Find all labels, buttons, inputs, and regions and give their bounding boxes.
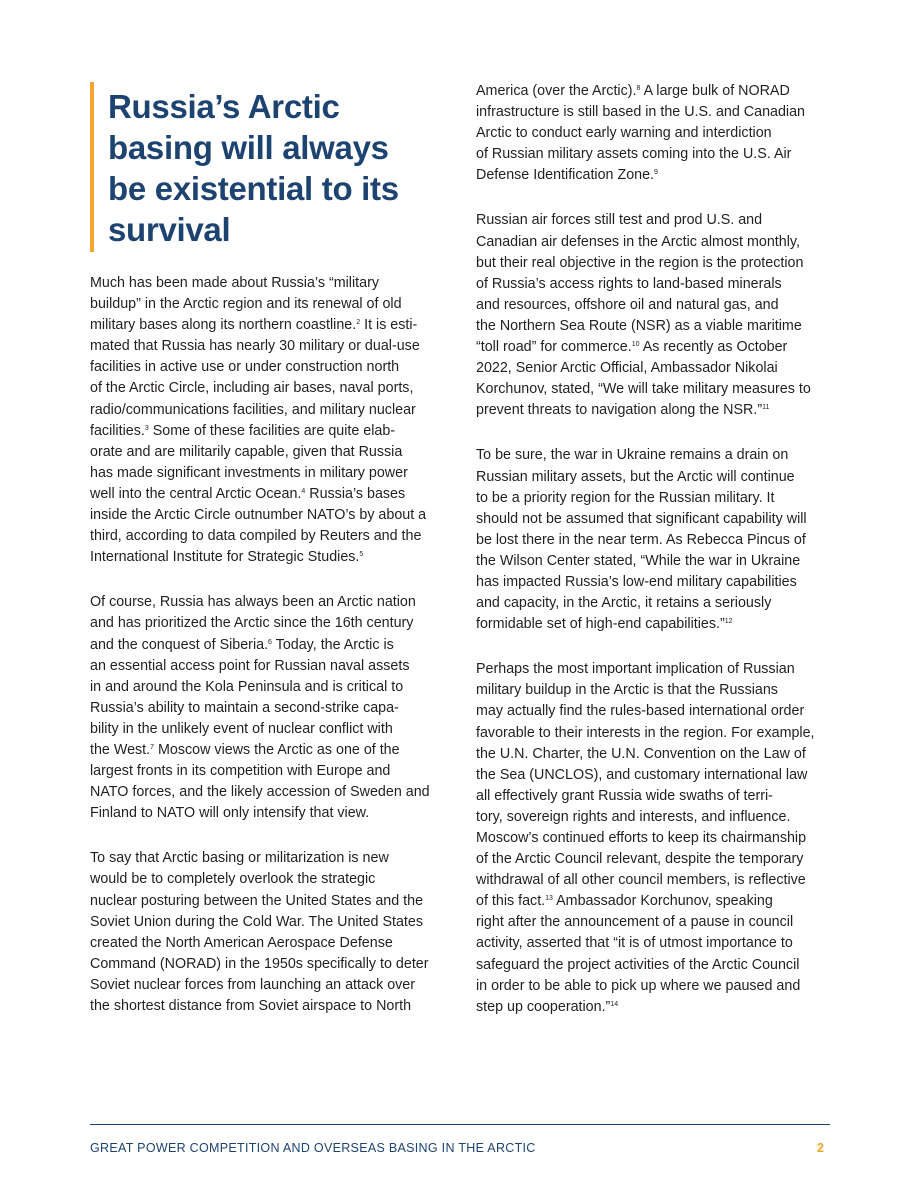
text-line: buildup” in the Arctic region and its renewal of old: [90, 296, 402, 313]
text-line: tory, sovereign rights and interests, and influence.: [476, 808, 791, 825]
text-line: radio/communications facilities, and military nuclear: [90, 401, 416, 418]
text-line: all effectively grant Russia wide swaths of terri-: [476, 787, 773, 804]
page-number: 2: [817, 1141, 824, 1155]
text-line: Finland to NATO will only intensify that view.: [90, 805, 370, 822]
text-line: infrastructure is still based in the U.S. and Canadian: [476, 104, 806, 121]
text-line: Much has been made about Russia’s “military: [90, 275, 379, 291]
text-line: to be a priority region for the Russian military. It: [476, 489, 775, 506]
text-line: the West.$^7$ Moscow views the Arctic as one of the: [90, 741, 400, 758]
right-text-column: [476, 81, 832, 1042]
section-heading-block: [90, 82, 430, 252]
text-line: safeguard the project activities of the Arctic Council: [476, 956, 800, 973]
text-line: would be to completely overlook the strategic: [90, 871, 376, 888]
text-line: International Institute for Strategic Studies.$^5$: [90, 549, 364, 566]
heading-line: Russia’s Arctic: [108, 88, 340, 125]
text-line: third, according to data compiled by Reuters and the: [90, 528, 422, 545]
footnote-reference[interactable]: 4: [301, 487, 306, 495]
text-line: of this fact.$^{13}$ Ambassador Korchunov, speaking: [476, 893, 773, 910]
text-line: of Russia’s access rights to land-based minerals: [476, 275, 782, 292]
text-line: formidable set of high-end capabilities.”$^{12}$: [476, 616, 733, 633]
text-line: Defense Identification Zone.$^9$: [476, 167, 658, 184]
text-line: “toll road” for commerce.$^{10}$ As recently as October: [476, 339, 788, 356]
text-line: Canadian air defenses in the Arctic almost monthly,: [476, 233, 800, 250]
text-line: bility in the unlikely event of nuclear conflict with: [90, 720, 393, 737]
footer-divider: [90, 1124, 830, 1125]
body-paragraph: [476, 659, 832, 1018]
text-line: has impacted Russia’s low-end military capabilities: [476, 573, 797, 590]
text-line: Moscow’s continued efforts to keep its chairmanship: [476, 830, 807, 846]
text-line: Soviet Union during the Cold War. The United States: [90, 913, 423, 930]
text-line: Russian air forces still test and prod U.S. and: [476, 212, 763, 229]
section-heading: [108, 86, 430, 250]
text-line: facilities in active use or under construction north: [90, 359, 400, 376]
left-text-column: [90, 273, 446, 1041]
footnote-reference[interactable]: 11: [762, 404, 770, 412]
text-line: step up cooperation.”$^{14}$: [476, 998, 619, 1015]
text-line: Of course, Russia has always been an Arctic nation: [90, 594, 416, 611]
text-line: favorable to their interests in the region. For example,: [476, 724, 815, 741]
text-line: Command (NORAD) in the 1950s specifically to deter: [90, 955, 429, 972]
footnote-reference[interactable]: 8: [636, 85, 641, 92]
text-line: Korchunov, stated, “We will take military measures to: [476, 381, 811, 398]
footnote-reference[interactable]: 10: [631, 341, 640, 349]
text-line: Russia’s ability to maintain a second-strike capa-: [90, 699, 399, 716]
text-line: of Russian military assets coming into the U.S. Air: [476, 146, 792, 163]
text-line: in order to be able to pick up where we paused and: [476, 977, 801, 994]
text-line: Arctic to conduct early warning and interdiction: [476, 125, 772, 142]
footnote-reference[interactable]: 12: [724, 618, 733, 626]
footnote-reference[interactable]: 9: [654, 169, 658, 177]
body-paragraph: [476, 445, 832, 635]
footnote-reference[interactable]: 5: [359, 551, 364, 559]
text-line: in and around the Kola Peninsula and is critical to: [90, 678, 404, 695]
text-line: well into the central Arctic Ocean.$^4$ Russia’s bases: [90, 485, 406, 502]
text-line: the Sea (UNCLOS), and customary international law: [476, 766, 808, 783]
footer-title: GREAT POWER COMPETITION AND OVERSEAS BASING IN THE ARCTIC: [90, 1141, 536, 1155]
body-paragraph: [476, 210, 832, 421]
body-paragraph: [90, 273, 446, 568]
text-line: prevent threats to navigation along the NSR.”$^{11}$: [476, 402, 770, 419]
text-line: military buildup in the Arctic is that the Russians: [476, 682, 778, 699]
body-paragraph: [90, 592, 446, 824]
text-line: be lost there in the near term. As Rebecca Pincus of: [476, 531, 806, 548]
text-line: of the Arctic Council relevant, despite the temporary: [476, 851, 804, 868]
text-line: orate and are militarily capable, given that Russia: [90, 443, 403, 460]
text-line: 2022, Senior Arctic Official, Ambassador Nikolai: [476, 360, 778, 377]
text-line: and capacity, in the Arctic, it retains a seriously: [476, 595, 772, 612]
text-line: right after the announcement of a pause in council: [476, 914, 794, 931]
text-line: Russian military assets, but the Arctic will continue: [476, 468, 795, 485]
text-line: of the Arctic Circle, including air bases, naval ports,: [90, 380, 414, 397]
text-line: NATO forces, and the likely accession of Sweden and: [90, 784, 430, 801]
text-line: and resources, offshore oil and natural gas, and: [476, 296, 779, 313]
text-line: the shortest distance from Soviet airspace to North: [90, 998, 412, 1014]
text-line: should not be assumed that significant capability will: [476, 510, 807, 527]
text-line: nuclear posturing between the United States and the: [90, 892, 424, 909]
text-line: but their real objective in the region is the protection: [476, 254, 804, 271]
body-paragraph: [90, 848, 446, 1017]
text-line: Perhaps the most important implication of Russian: [476, 661, 795, 678]
text-line: has made significant investments in military power: [90, 464, 408, 481]
footnote-reference[interactable]: 6: [268, 638, 272, 646]
text-line: facilities.$^3$ Some of these facilities are quite elab-: [90, 422, 396, 439]
text-line: Soviet nuclear forces from launching an attack over: [90, 976, 416, 993]
text-line: the Wilson Center stated, “While the war in Ukraine: [476, 552, 801, 569]
text-line: inside the Arctic Circle outnumber NATO’s by about a: [90, 507, 427, 524]
text-line: and has prioritized the Arctic since the 16th century: [90, 615, 414, 632]
heading-line: be existential to its: [108, 170, 399, 207]
heading-line: survival: [108, 211, 231, 248]
text-line: created the North American Aerospace Defense: [90, 934, 393, 951]
text-line: and the conquest of Siberia.$^6$ Today, the Arctic is: [90, 636, 394, 653]
text-line: To say that Arctic basing or militarization is new: [90, 850, 389, 867]
text-line: may actually find the rules-based international order: [476, 703, 805, 720]
footnote-reference[interactable]: 14: [610, 1000, 619, 1008]
text-line: largest fronts in its competition with Europe and: [90, 763, 391, 780]
text-line: To be sure, the war in Ukraine remains a drain on: [476, 447, 789, 464]
text-line: activity, asserted that “it is of utmost importance to: [476, 935, 793, 952]
body-paragraph: [476, 81, 832, 186]
heading-line: basing will always: [108, 129, 389, 166]
text-line: military bases along its northern coastline.$^2$ It is esti-: [90, 317, 418, 334]
text-line: mated that Russia has nearly 30 military or dual-use: [90, 338, 420, 355]
footnote-reference[interactable]: 2: [356, 319, 361, 327]
footnote-reference[interactable]: 13: [545, 895, 553, 903]
text-line: an essential access point for Russian naval assets: [90, 657, 410, 674]
footnote-reference[interactable]: 7: [150, 743, 155, 751]
text-line: withdrawal of all other council members, is reflective: [476, 872, 806, 889]
text-line: the U.N. Charter, the U.N. Convention on the Law of: [476, 745, 806, 762]
text-line: America (over the Arctic).$^8$ A large bulk of NORAD: [476, 83, 790, 99]
footnote-reference[interactable]: 3: [144, 424, 149, 432]
text-line: the Northern Sea Route (NSR) as a viable maritime: [476, 317, 802, 334]
